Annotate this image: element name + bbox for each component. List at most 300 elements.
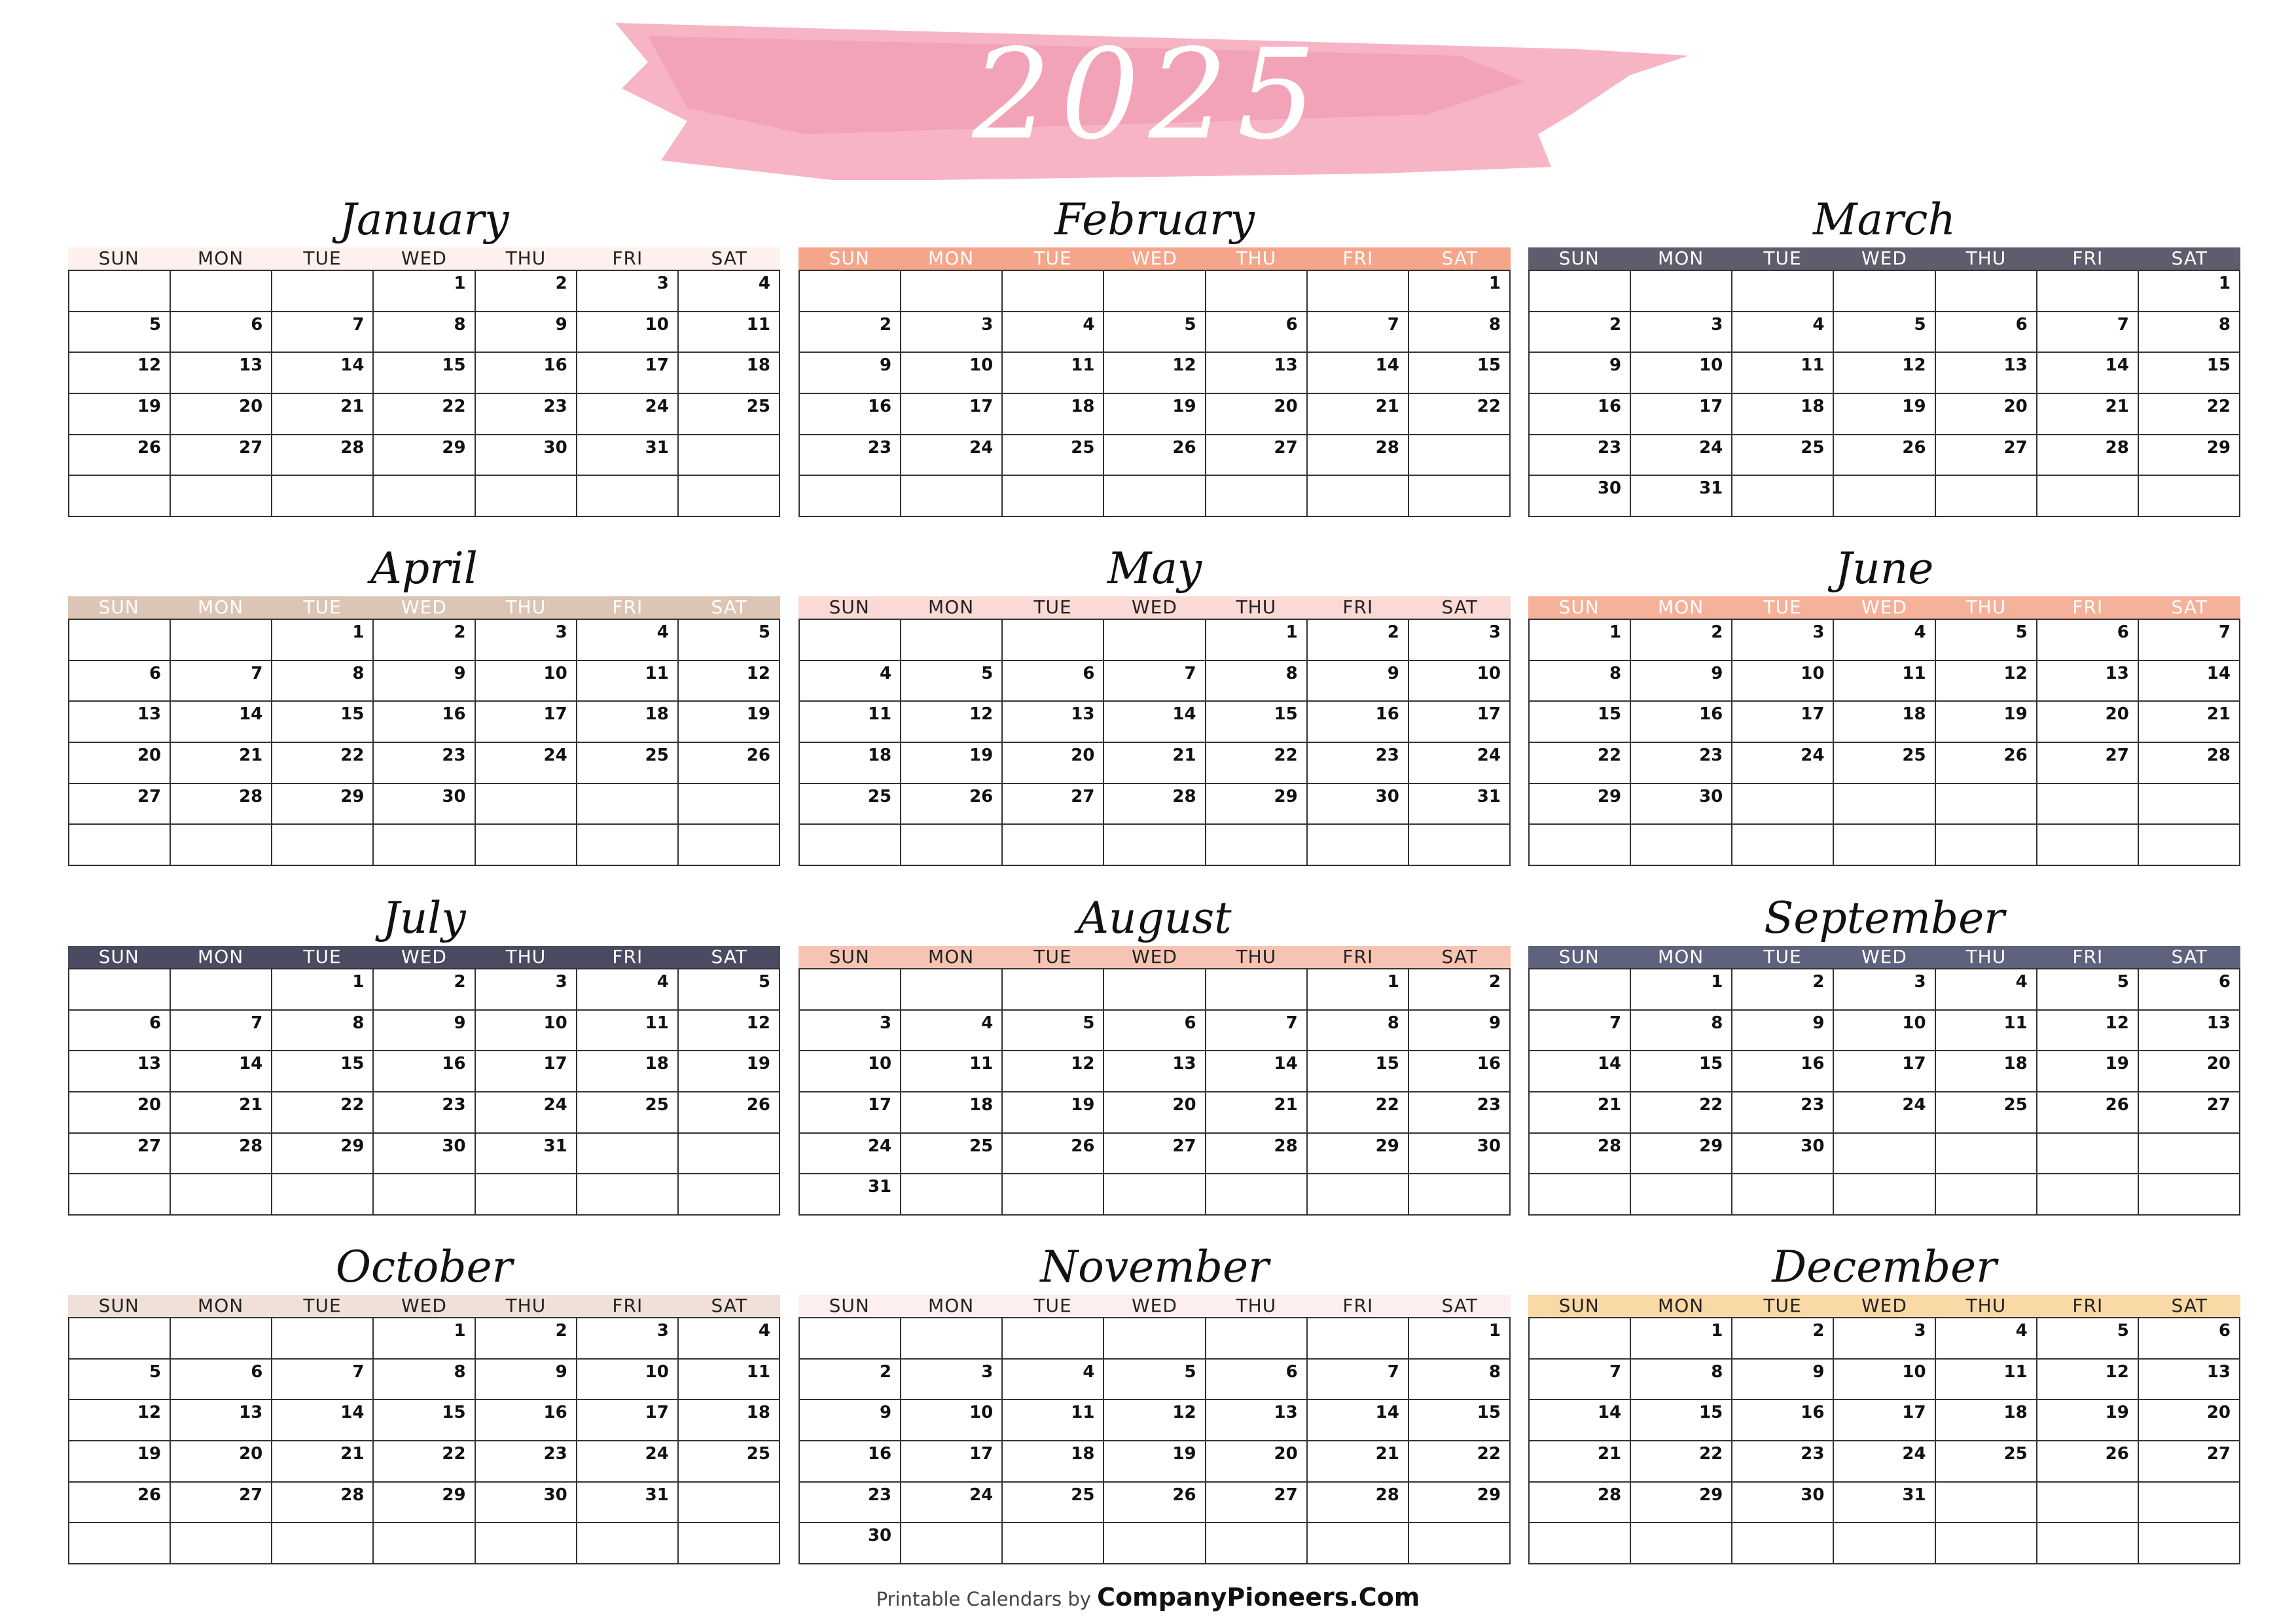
day-cell[interactable] xyxy=(679,312,780,353)
day-cell[interactable] xyxy=(2139,1441,2240,1483)
day-cell[interactable] xyxy=(1530,476,1631,517)
day-cell[interactable] xyxy=(1530,702,1631,743)
day-cell[interactable] xyxy=(374,1051,475,1092)
day-cell[interactable] xyxy=(1631,620,1732,661)
day-cell[interactable] xyxy=(1308,353,1409,394)
day-cell[interactable] xyxy=(476,353,577,394)
day-cell[interactable] xyxy=(577,1483,679,1524)
day-cell[interactable] xyxy=(679,1360,780,1401)
day-cell[interactable] xyxy=(1631,661,1732,702)
day-cell[interactable] xyxy=(374,435,475,477)
day-cell[interactable] xyxy=(1732,969,1834,1011)
day-cell[interactable] xyxy=(1003,661,1104,702)
day-cell[interactable] xyxy=(1206,312,1308,353)
day-cell[interactable] xyxy=(679,1092,780,1134)
day-cell[interactable] xyxy=(69,1011,171,1052)
day-cell[interactable] xyxy=(1732,1318,1834,1360)
day-cell[interactable] xyxy=(1530,620,1631,661)
day-cell[interactable] xyxy=(1732,661,1834,702)
day-cell[interactable] xyxy=(476,1441,577,1483)
day-cell[interactable] xyxy=(577,435,679,477)
day-cell[interactable] xyxy=(171,394,272,435)
day-cell[interactable] xyxy=(1104,784,1206,825)
day-cell[interactable] xyxy=(800,1523,901,1564)
day-cell[interactable] xyxy=(1104,743,1206,784)
day-cell[interactable] xyxy=(1834,661,1935,702)
day-cell[interactable] xyxy=(2037,969,2139,1011)
day-cell[interactable] xyxy=(374,1360,475,1401)
day-cell[interactable] xyxy=(1631,1092,1732,1134)
day-cell[interactable] xyxy=(1206,353,1308,394)
day-cell[interactable] xyxy=(171,743,272,784)
day-cell[interactable] xyxy=(800,1360,901,1401)
day-cell[interactable] xyxy=(476,1318,577,1360)
day-cell[interactable] xyxy=(69,1441,171,1483)
day-cell[interactable] xyxy=(1936,743,2037,784)
day-cell[interactable] xyxy=(1003,435,1104,477)
day-cell[interactable] xyxy=(1530,743,1631,784)
day-cell[interactable] xyxy=(1104,1092,1206,1134)
day-cell[interactable] xyxy=(679,1011,780,1052)
day-cell[interactable] xyxy=(577,1051,679,1092)
day-cell[interactable] xyxy=(1308,661,1409,702)
day-cell[interactable] xyxy=(1732,702,1834,743)
day-cell[interactable] xyxy=(476,702,577,743)
day-cell[interactable] xyxy=(272,1360,374,1401)
day-cell[interactable] xyxy=(1530,1134,1631,1175)
day-cell[interactable] xyxy=(1732,353,1834,394)
day-cell[interactable] xyxy=(1530,1092,1631,1134)
day-cell[interactable] xyxy=(577,1400,679,1441)
day-cell[interactable] xyxy=(374,784,475,825)
day-cell[interactable] xyxy=(1936,1400,2037,1441)
day-cell[interactable] xyxy=(800,1400,901,1441)
day-cell[interactable] xyxy=(679,702,780,743)
day-cell[interactable] xyxy=(2139,1400,2240,1441)
day-cell[interactable] xyxy=(1834,1092,1935,1134)
day-cell[interactable] xyxy=(1409,1400,1511,1441)
day-cell[interactable] xyxy=(1409,1483,1511,1524)
day-cell[interactable] xyxy=(1631,435,1732,477)
day-cell[interactable] xyxy=(374,1483,475,1524)
day-cell[interactable] xyxy=(69,784,171,825)
day-cell[interactable] xyxy=(2139,1051,2240,1092)
day-cell[interactable] xyxy=(272,353,374,394)
day-cell[interactable] xyxy=(1834,394,1935,435)
day-cell[interactable] xyxy=(1530,1051,1631,1092)
day-cell[interactable] xyxy=(1206,1441,1308,1483)
day-cell[interactable] xyxy=(1732,435,1834,477)
day-cell[interactable] xyxy=(1308,312,1409,353)
day-cell[interactable] xyxy=(171,435,272,477)
day-cell[interactable] xyxy=(1409,661,1511,702)
day-cell[interactable] xyxy=(2139,1011,2240,1052)
day-cell[interactable] xyxy=(476,620,577,661)
day-cell[interactable] xyxy=(1206,784,1308,825)
day-cell[interactable] xyxy=(476,1360,577,1401)
day-cell[interactable] xyxy=(1409,1011,1511,1052)
day-cell[interactable] xyxy=(1104,1400,1206,1441)
day-cell[interactable] xyxy=(69,743,171,784)
day-cell[interactable] xyxy=(272,1011,374,1052)
day-cell[interactable] xyxy=(2139,620,2240,661)
day-cell[interactable] xyxy=(374,271,475,312)
day-cell[interactable] xyxy=(2037,435,2139,477)
day-cell[interactable] xyxy=(577,969,679,1011)
day-cell[interactable] xyxy=(1530,394,1631,435)
day-cell[interactable] xyxy=(1003,394,1104,435)
day-cell[interactable] xyxy=(1834,1360,1935,1401)
day-cell[interactable] xyxy=(2139,661,2240,702)
day-cell[interactable] xyxy=(1308,702,1409,743)
day-cell[interactable] xyxy=(577,1318,679,1360)
day-cell[interactable] xyxy=(374,1441,475,1483)
day-cell[interactable] xyxy=(1104,702,1206,743)
day-cell[interactable] xyxy=(476,271,577,312)
day-cell[interactable] xyxy=(69,1051,171,1092)
day-cell[interactable] xyxy=(577,702,679,743)
day-cell[interactable] xyxy=(1631,969,1732,1011)
day-cell[interactable] xyxy=(69,1360,171,1401)
day-cell[interactable] xyxy=(69,353,171,394)
day-cell[interactable] xyxy=(1631,1011,1732,1052)
day-cell[interactable] xyxy=(1206,661,1308,702)
day-cell[interactable] xyxy=(1003,784,1104,825)
day-cell[interactable] xyxy=(2037,1441,2139,1483)
day-cell[interactable] xyxy=(1003,1400,1104,1441)
day-cell[interactable] xyxy=(272,620,374,661)
day-cell[interactable] xyxy=(1936,620,2037,661)
day-cell[interactable] xyxy=(1732,1134,1834,1175)
day-cell[interactable] xyxy=(1936,702,2037,743)
day-cell[interactable] xyxy=(577,353,679,394)
day-cell[interactable] xyxy=(1834,312,1935,353)
day-cell[interactable] xyxy=(901,435,1003,477)
day-cell[interactable] xyxy=(1409,1441,1511,1483)
day-cell[interactable] xyxy=(69,435,171,477)
day-cell[interactable] xyxy=(1631,394,1732,435)
day-cell[interactable] xyxy=(1631,702,1732,743)
day-cell[interactable] xyxy=(171,1051,272,1092)
day-cell[interactable] xyxy=(2139,1092,2240,1134)
day-cell[interactable] xyxy=(1409,969,1511,1011)
day-cell[interactable] xyxy=(1631,1441,1732,1483)
day-cell[interactable] xyxy=(1834,1051,1935,1092)
day-cell[interactable] xyxy=(2037,394,2139,435)
day-cell[interactable] xyxy=(1308,1441,1409,1483)
day-cell[interactable] xyxy=(171,784,272,825)
day-cell[interactable] xyxy=(1104,435,1206,477)
day-cell[interactable] xyxy=(1732,620,1834,661)
day-cell[interactable] xyxy=(2139,702,2240,743)
day-cell[interactable] xyxy=(1003,353,1104,394)
day-cell[interactable] xyxy=(2037,1011,2139,1052)
day-cell[interactable] xyxy=(1631,1318,1732,1360)
day-cell[interactable] xyxy=(171,1400,272,1441)
day-cell[interactable] xyxy=(800,312,901,353)
day-cell[interactable] xyxy=(272,1092,374,1134)
day-cell[interactable] xyxy=(1732,1011,1834,1052)
day-cell[interactable] xyxy=(1003,1483,1104,1524)
day-cell[interactable] xyxy=(2037,620,2139,661)
day-cell[interactable] xyxy=(679,353,780,394)
day-cell[interactable] xyxy=(679,1051,780,1092)
day-cell[interactable] xyxy=(374,620,475,661)
day-cell[interactable] xyxy=(374,353,475,394)
day-cell[interactable] xyxy=(1409,1134,1511,1175)
day-cell[interactable] xyxy=(1409,394,1511,435)
day-cell[interactable] xyxy=(1003,743,1104,784)
day-cell[interactable] xyxy=(1003,1360,1104,1401)
day-cell[interactable] xyxy=(374,1092,475,1134)
day-cell[interactable] xyxy=(69,1134,171,1175)
day-cell[interactable] xyxy=(272,435,374,477)
day-cell[interactable] xyxy=(679,661,780,702)
day-cell[interactable] xyxy=(679,394,780,435)
day-cell[interactable] xyxy=(1834,1400,1935,1441)
day-cell[interactable] xyxy=(800,1441,901,1483)
day-cell[interactable] xyxy=(69,1400,171,1441)
day-cell[interactable] xyxy=(800,394,901,435)
day-cell[interactable] xyxy=(1104,394,1206,435)
day-cell[interactable] xyxy=(272,1441,374,1483)
day-cell[interactable] xyxy=(2037,312,2139,353)
day-cell[interactable] xyxy=(800,1092,901,1134)
day-cell[interactable] xyxy=(2139,435,2240,477)
day-cell[interactable] xyxy=(272,1051,374,1092)
day-cell[interactable] xyxy=(1530,661,1631,702)
day-cell[interactable] xyxy=(1206,1483,1308,1524)
day-cell[interactable] xyxy=(1631,784,1732,825)
day-cell[interactable] xyxy=(901,1400,1003,1441)
day-cell[interactable] xyxy=(1732,394,1834,435)
day-cell[interactable] xyxy=(2037,1092,2139,1134)
day-cell[interactable] xyxy=(1631,312,1732,353)
day-cell[interactable] xyxy=(1206,1092,1308,1134)
day-cell[interactable] xyxy=(1308,394,1409,435)
day-cell[interactable] xyxy=(1308,1051,1409,1092)
day-cell[interactable] xyxy=(374,1400,475,1441)
day-cell[interactable] xyxy=(272,661,374,702)
day-cell[interactable] xyxy=(1206,435,1308,477)
day-cell[interactable] xyxy=(800,1011,901,1052)
day-cell[interactable] xyxy=(1936,661,2037,702)
day-cell[interactable] xyxy=(679,1318,780,1360)
day-cell[interactable] xyxy=(1530,435,1631,477)
day-cell[interactable] xyxy=(1936,435,2037,477)
day-cell[interactable] xyxy=(1409,1318,1511,1360)
day-cell[interactable] xyxy=(272,969,374,1011)
day-cell[interactable] xyxy=(577,394,679,435)
day-cell[interactable] xyxy=(1631,1483,1732,1524)
day-cell[interactable] xyxy=(800,435,901,477)
day-cell[interactable] xyxy=(1409,620,1511,661)
day-cell[interactable] xyxy=(1104,1051,1206,1092)
day-cell[interactable] xyxy=(800,1483,901,1524)
day-cell[interactable] xyxy=(679,1400,780,1441)
day-cell[interactable] xyxy=(577,620,679,661)
day-cell[interactable] xyxy=(901,743,1003,784)
day-cell[interactable] xyxy=(1834,620,1935,661)
day-cell[interactable] xyxy=(1308,1360,1409,1401)
day-cell[interactable] xyxy=(2037,1360,2139,1401)
day-cell[interactable] xyxy=(1308,969,1409,1011)
day-cell[interactable] xyxy=(1104,1134,1206,1175)
day-cell[interactable] xyxy=(69,1092,171,1134)
day-cell[interactable] xyxy=(1308,1400,1409,1441)
day-cell[interactable] xyxy=(69,661,171,702)
day-cell[interactable] xyxy=(1631,1134,1732,1175)
day-cell[interactable] xyxy=(1308,1483,1409,1524)
day-cell[interactable] xyxy=(374,1134,475,1175)
day-cell[interactable] xyxy=(901,1360,1003,1401)
day-cell[interactable] xyxy=(272,312,374,353)
day-cell[interactable] xyxy=(171,1011,272,1052)
day-cell[interactable] xyxy=(1732,1360,1834,1401)
day-cell[interactable] xyxy=(1003,1051,1104,1092)
day-cell[interactable] xyxy=(1206,1360,1308,1401)
day-cell[interactable] xyxy=(476,1051,577,1092)
day-cell[interactable] xyxy=(1409,743,1511,784)
day-cell[interactable] xyxy=(2037,1400,2139,1441)
day-cell[interactable] xyxy=(1834,743,1935,784)
day-cell[interactable] xyxy=(1104,353,1206,394)
day-cell[interactable] xyxy=(374,743,475,784)
day-cell[interactable] xyxy=(171,1441,272,1483)
day-cell[interactable] xyxy=(1003,1011,1104,1052)
day-cell[interactable] xyxy=(171,1360,272,1401)
day-cell[interactable] xyxy=(1409,784,1511,825)
day-cell[interactable] xyxy=(171,1134,272,1175)
day-cell[interactable] xyxy=(1206,743,1308,784)
day-cell[interactable] xyxy=(272,1134,374,1175)
day-cell[interactable] xyxy=(901,661,1003,702)
day-cell[interactable] xyxy=(476,394,577,435)
day-cell[interactable] xyxy=(2037,702,2139,743)
day-cell[interactable] xyxy=(476,661,577,702)
day-cell[interactable] xyxy=(1530,1400,1631,1441)
day-cell[interactable] xyxy=(1003,1441,1104,1483)
day-cell[interactable] xyxy=(577,271,679,312)
day-cell[interactable] xyxy=(800,702,901,743)
day-cell[interactable] xyxy=(1206,620,1308,661)
day-cell[interactable] xyxy=(577,661,679,702)
day-cell[interactable] xyxy=(69,1483,171,1524)
day-cell[interactable] xyxy=(2139,969,2240,1011)
day-cell[interactable] xyxy=(1409,312,1511,353)
day-cell[interactable] xyxy=(1530,1011,1631,1052)
day-cell[interactable] xyxy=(800,1174,901,1216)
day-cell[interactable] xyxy=(272,784,374,825)
day-cell[interactable] xyxy=(69,702,171,743)
day-cell[interactable] xyxy=(374,394,475,435)
day-cell[interactable] xyxy=(1003,1134,1104,1175)
day-cell[interactable] xyxy=(2139,353,2240,394)
day-cell[interactable] xyxy=(1732,1400,1834,1441)
day-cell[interactable] xyxy=(1308,435,1409,477)
day-cell[interactable] xyxy=(577,743,679,784)
day-cell[interactable] xyxy=(679,620,780,661)
day-cell[interactable] xyxy=(1409,1092,1511,1134)
day-cell[interactable] xyxy=(2037,661,2139,702)
day-cell[interactable] xyxy=(1003,312,1104,353)
day-cell[interactable] xyxy=(901,1051,1003,1092)
day-cell[interactable] xyxy=(171,1092,272,1134)
day-cell[interactable] xyxy=(1834,702,1935,743)
day-cell[interactable] xyxy=(1409,1051,1511,1092)
day-cell[interactable] xyxy=(1003,702,1104,743)
day-cell[interactable] xyxy=(171,661,272,702)
day-cell[interactable] xyxy=(69,394,171,435)
day-cell[interactable] xyxy=(476,1483,577,1524)
day-cell[interactable] xyxy=(1104,1011,1206,1052)
day-cell[interactable] xyxy=(1409,1360,1511,1401)
day-cell[interactable] xyxy=(577,1441,679,1483)
day-cell[interactable] xyxy=(901,312,1003,353)
day-cell[interactable] xyxy=(1206,1051,1308,1092)
day-cell[interactable] xyxy=(1206,1011,1308,1052)
day-cell[interactable] xyxy=(901,394,1003,435)
day-cell[interactable] xyxy=(1308,743,1409,784)
day-cell[interactable] xyxy=(476,1092,577,1134)
day-cell[interactable] xyxy=(1409,702,1511,743)
day-cell[interactable] xyxy=(171,312,272,353)
day-cell[interactable] xyxy=(1936,1441,2037,1483)
day-cell[interactable] xyxy=(2139,394,2240,435)
day-cell[interactable] xyxy=(1732,1483,1834,1524)
day-cell[interactable] xyxy=(1530,1360,1631,1401)
day-cell[interactable] xyxy=(1936,1318,2037,1360)
day-cell[interactable] xyxy=(1936,353,2037,394)
day-cell[interactable] xyxy=(374,1318,475,1360)
day-cell[interactable] xyxy=(577,312,679,353)
day-cell[interactable] xyxy=(1834,969,1935,1011)
day-cell[interactable] xyxy=(577,1092,679,1134)
day-cell[interactable] xyxy=(476,743,577,784)
day-cell[interactable] xyxy=(1104,1441,1206,1483)
day-cell[interactable] xyxy=(1732,1051,1834,1092)
day-cell[interactable] xyxy=(901,784,1003,825)
day-cell[interactable] xyxy=(1631,476,1732,517)
day-cell[interactable] xyxy=(1104,312,1206,353)
day-cell[interactable] xyxy=(1530,312,1631,353)
day-cell[interactable] xyxy=(1631,743,1732,784)
day-cell[interactable] xyxy=(1308,784,1409,825)
day-cell[interactable] xyxy=(2139,271,2240,312)
day-cell[interactable] xyxy=(374,969,475,1011)
day-cell[interactable] xyxy=(1206,702,1308,743)
day-cell[interactable] xyxy=(1732,1441,1834,1483)
day-cell[interactable] xyxy=(800,784,901,825)
day-cell[interactable] xyxy=(1936,312,2037,353)
day-cell[interactable] xyxy=(476,435,577,477)
day-cell[interactable] xyxy=(1936,1360,2037,1401)
day-cell[interactable] xyxy=(476,312,577,353)
day-cell[interactable] xyxy=(1732,312,1834,353)
day-cell[interactable] xyxy=(2139,312,2240,353)
day-cell[interactable] xyxy=(577,1360,679,1401)
day-cell[interactable] xyxy=(374,312,475,353)
day-cell[interactable] xyxy=(1409,353,1511,394)
day-cell[interactable] xyxy=(1834,1011,1935,1052)
day-cell[interactable] xyxy=(1206,394,1308,435)
day-cell[interactable] xyxy=(1003,1092,1104,1134)
day-cell[interactable] xyxy=(476,1011,577,1052)
day-cell[interactable] xyxy=(476,1134,577,1175)
day-cell[interactable] xyxy=(1530,784,1631,825)
day-cell[interactable] xyxy=(1631,1400,1732,1441)
day-cell[interactable] xyxy=(2037,353,2139,394)
